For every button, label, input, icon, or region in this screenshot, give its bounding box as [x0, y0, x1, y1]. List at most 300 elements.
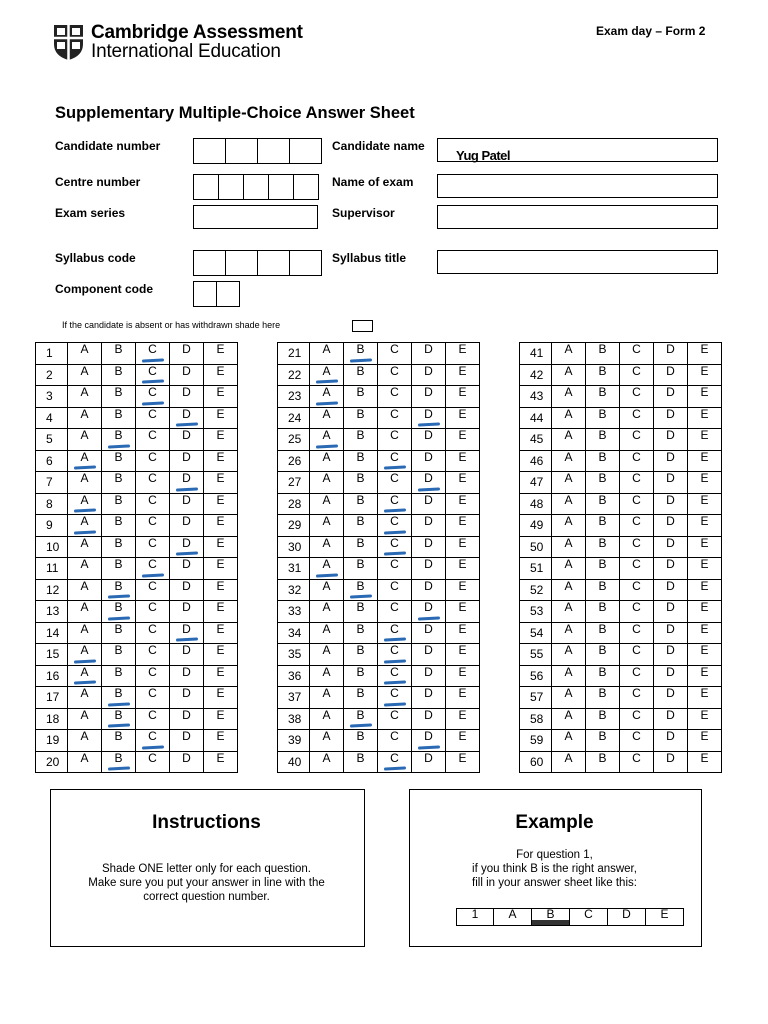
answer-option-c[interactable]: C: [136, 730, 170, 752]
answer-option-e[interactable]: E: [446, 601, 480, 623]
answer-option-b[interactable]: B: [102, 622, 136, 644]
answer-option-e[interactable]: E: [688, 472, 722, 494]
answer-option-d[interactable]: D: [412, 687, 446, 709]
centre-number-boxes[interactable]: [193, 174, 319, 200]
answer-option-a[interactable]: A: [68, 665, 102, 687]
answer-option-a[interactable]: A: [68, 730, 102, 752]
answer-option-e[interactable]: E: [446, 536, 480, 558]
answer-option-a[interactable]: A: [552, 407, 586, 429]
answer-option-b[interactable]: B: [344, 515, 378, 537]
answer-option-d[interactable]: D: [412, 364, 446, 386]
answer-option-b[interactable]: B: [344, 622, 378, 644]
answer-option-c[interactable]: C: [136, 450, 170, 472]
answer-option-a[interactable]: A: [68, 515, 102, 537]
answer-option-b[interactable]: B: [102, 751, 136, 773]
answer-option-c[interactable]: C: [136, 687, 170, 709]
answer-option-e[interactable]: E: [446, 493, 480, 515]
answer-option-d[interactable]: D: [170, 407, 204, 429]
answer-option-a[interactable]: A: [68, 536, 102, 558]
answer-option-b[interactable]: B: [586, 644, 620, 666]
answer-option-b[interactable]: B: [344, 687, 378, 709]
answer-option-b[interactable]: B: [102, 687, 136, 709]
answer-option-b[interactable]: B: [102, 730, 136, 752]
answer-option-e[interactable]: E: [688, 407, 722, 429]
answer-option-a[interactable]: A: [552, 493, 586, 515]
answer-option-e[interactable]: E: [688, 386, 722, 408]
answer-option-b[interactable]: B: [102, 644, 136, 666]
answer-option-e[interactable]: E: [446, 364, 480, 386]
answer-option-a[interactable]: A: [310, 493, 344, 515]
answer-option-d[interactable]: D: [170, 751, 204, 773]
answer-option-e[interactable]: E: [688, 687, 722, 709]
answer-option-b[interactable]: B: [344, 665, 378, 687]
answer-option-d[interactable]: D: [170, 558, 204, 580]
answer-option-c[interactable]: C: [378, 536, 412, 558]
answer-option-e[interactable]: E: [688, 429, 722, 451]
answer-option-a[interactable]: A: [68, 429, 102, 451]
answer-option-e[interactable]: E: [446, 343, 480, 365]
answer-option-c[interactable]: C: [378, 730, 412, 752]
answer-option-a[interactable]: A: [310, 665, 344, 687]
answer-option-c[interactable]: C: [136, 515, 170, 537]
answer-option-e[interactable]: E: [688, 751, 722, 773]
answer-option-c[interactable]: C: [378, 515, 412, 537]
answer-option-a[interactable]: A: [68, 751, 102, 773]
answer-option-b[interactable]: B: [102, 665, 136, 687]
answer-option-c[interactable]: C: [620, 472, 654, 494]
answer-option-e[interactable]: E: [688, 644, 722, 666]
answer-option-e[interactable]: E: [446, 407, 480, 429]
answer-option-c[interactable]: C: [136, 493, 170, 515]
answer-option-b[interactable]: B: [344, 429, 378, 451]
answer-option-c[interactable]: C: [620, 665, 654, 687]
answer-option-d[interactable]: D: [654, 407, 688, 429]
answer-option-a[interactable]: A: [310, 343, 344, 365]
answer-option-c[interactable]: C: [620, 343, 654, 365]
answer-option-a[interactable]: A: [310, 472, 344, 494]
answer-option-d[interactable]: D: [654, 687, 688, 709]
answer-option-e[interactable]: E: [204, 730, 238, 752]
answer-option-c[interactable]: C: [378, 622, 412, 644]
answer-option-a[interactable]: A: [552, 450, 586, 472]
answer-option-e[interactable]: E: [204, 622, 238, 644]
answer-option-d[interactable]: D: [412, 472, 446, 494]
answer-option-b[interactable]: B: [586, 558, 620, 580]
exam-series-field[interactable]: [193, 205, 318, 229]
answer-option-a[interactable]: A: [310, 687, 344, 709]
answer-option-a[interactable]: A: [552, 579, 586, 601]
answer-option-c[interactable]: C: [378, 493, 412, 515]
answer-option-e[interactable]: E: [446, 730, 480, 752]
answer-option-e[interactable]: E: [688, 343, 722, 365]
component-code-boxes[interactable]: [193, 281, 240, 307]
answer-option-d[interactable]: D: [654, 751, 688, 773]
answer-option-d[interactable]: D: [654, 450, 688, 472]
answer-option-d[interactable]: D: [654, 558, 688, 580]
answer-option-b[interactable]: B: [344, 386, 378, 408]
answer-option-e[interactable]: E: [688, 730, 722, 752]
answer-option-a[interactable]: A: [310, 536, 344, 558]
answer-option-d[interactable]: D: [412, 730, 446, 752]
answer-option-e[interactable]: E: [204, 579, 238, 601]
answer-option-d[interactable]: D: [412, 407, 446, 429]
answer-option-e[interactable]: E: [688, 558, 722, 580]
answer-option-e[interactable]: E: [446, 622, 480, 644]
answer-option-a[interactable]: A: [310, 708, 344, 730]
answer-option-b[interactable]: B: [586, 472, 620, 494]
answer-option-a[interactable]: A: [552, 343, 586, 365]
answer-option-d[interactable]: D: [412, 386, 446, 408]
answer-option-d[interactable]: D: [412, 644, 446, 666]
answer-option-c[interactable]: C: [136, 407, 170, 429]
answer-option-c[interactable]: C: [620, 386, 654, 408]
answer-option-e[interactable]: E: [446, 515, 480, 537]
answer-option-b[interactable]: B: [102, 708, 136, 730]
answer-option-c[interactable]: C: [136, 386, 170, 408]
answer-option-c[interactable]: C: [620, 558, 654, 580]
answer-option-b[interactable]: B: [586, 515, 620, 537]
answer-option-a[interactable]: A: [310, 515, 344, 537]
answer-option-b[interactable]: B: [344, 407, 378, 429]
answer-option-c[interactable]: C: [620, 579, 654, 601]
answer-option-a[interactable]: A: [552, 429, 586, 451]
answer-option-e[interactable]: E: [204, 751, 238, 773]
answer-option-e[interactable]: E: [204, 558, 238, 580]
answer-option-d[interactable]: D: [654, 644, 688, 666]
answer-option-a[interactable]: A: [310, 450, 344, 472]
answer-option-c[interactable]: C: [620, 515, 654, 537]
answer-option-e[interactable]: E: [204, 429, 238, 451]
answer-option-e[interactable]: E: [204, 493, 238, 515]
answer-option-c[interactable]: C: [136, 343, 170, 365]
answer-option-d[interactable]: D: [170, 601, 204, 623]
name-of-exam-field[interactable]: [437, 174, 718, 198]
answer-option-b[interactable]: B: [102, 558, 136, 580]
answer-option-a[interactable]: A: [310, 579, 344, 601]
answer-option-b[interactable]: B: [344, 558, 378, 580]
answer-option-e[interactable]: E: [446, 644, 480, 666]
answer-option-c[interactable]: C: [378, 472, 412, 494]
answer-option-d[interactable]: D: [170, 450, 204, 472]
answer-option-b[interactable]: B: [586, 343, 620, 365]
answer-option-c[interactable]: C: [378, 644, 412, 666]
answer-option-c[interactable]: C: [136, 751, 170, 773]
answer-option-b[interactable]: B: [586, 622, 620, 644]
answer-option-b[interactable]: B: [102, 536, 136, 558]
answer-option-d[interactable]: D: [654, 622, 688, 644]
answer-option-d[interactable]: D: [412, 751, 446, 773]
answer-option-a[interactable]: A: [68, 622, 102, 644]
answer-option-d[interactable]: D: [654, 665, 688, 687]
answer-option-d[interactable]: D: [170, 364, 204, 386]
answer-option-c[interactable]: C: [136, 429, 170, 451]
answer-option-c[interactable]: C: [378, 665, 412, 687]
syllabus-code-boxes[interactable]: [193, 250, 322, 276]
answer-option-a[interactable]: A: [68, 407, 102, 429]
answer-option-b[interactable]: B: [344, 730, 378, 752]
answer-option-b[interactable]: B: [586, 536, 620, 558]
answer-option-e[interactable]: E: [204, 472, 238, 494]
answer-option-d[interactable]: D: [412, 450, 446, 472]
answer-option-d[interactable]: D: [412, 429, 446, 451]
answer-option-d[interactable]: D: [412, 343, 446, 365]
answer-option-d[interactable]: D: [654, 730, 688, 752]
answer-option-e[interactable]: E: [204, 687, 238, 709]
answer-option-b[interactable]: B: [586, 429, 620, 451]
answer-option-a[interactable]: A: [310, 429, 344, 451]
answer-option-c[interactable]: C: [620, 708, 654, 730]
answer-option-d[interactable]: D: [170, 730, 204, 752]
answer-option-c[interactable]: C: [378, 386, 412, 408]
answer-option-c[interactable]: C: [136, 708, 170, 730]
answer-option-c[interactable]: C: [136, 364, 170, 386]
answer-option-c[interactable]: C: [620, 601, 654, 623]
answer-option-d[interactable]: D: [654, 601, 688, 623]
answer-option-a[interactable]: A: [552, 472, 586, 494]
answer-option-a[interactable]: A: [68, 493, 102, 515]
answer-option-d[interactable]: D: [412, 708, 446, 730]
answer-option-d[interactable]: D: [170, 472, 204, 494]
answer-option-a[interactable]: A: [552, 386, 586, 408]
answer-option-a[interactable]: A: [68, 472, 102, 494]
answer-option-e[interactable]: E: [688, 622, 722, 644]
answer-option-b[interactable]: B: [586, 450, 620, 472]
answer-option-a[interactable]: A: [310, 601, 344, 623]
answer-option-e[interactable]: E: [204, 407, 238, 429]
answer-option-e[interactable]: E: [204, 386, 238, 408]
answer-option-e[interactable]: E: [688, 515, 722, 537]
answer-option-c[interactable]: C: [136, 536, 170, 558]
answer-option-d[interactable]: D: [170, 708, 204, 730]
answer-option-b[interactable]: B: [102, 407, 136, 429]
answer-option-a[interactable]: A: [68, 644, 102, 666]
answer-option-d[interactable]: D: [654, 429, 688, 451]
answer-option-c[interactable]: C: [136, 622, 170, 644]
answer-option-e[interactable]: E: [688, 364, 722, 386]
answer-option-b[interactable]: B: [344, 472, 378, 494]
answer-option-d[interactable]: D: [412, 558, 446, 580]
answer-option-c[interactable]: C: [620, 364, 654, 386]
answer-option-a[interactable]: A: [310, 751, 344, 773]
answer-option-e[interactable]: E: [204, 708, 238, 730]
answer-option-b[interactable]: B: [102, 601, 136, 623]
answer-option-e[interactable]: E: [446, 386, 480, 408]
answer-option-d[interactable]: D: [654, 386, 688, 408]
answer-option-d[interactable]: D: [654, 493, 688, 515]
answer-option-e[interactable]: E: [204, 601, 238, 623]
answer-option-d[interactable]: D: [170, 644, 204, 666]
answer-option-b[interactable]: B: [102, 364, 136, 386]
answer-option-d[interactable]: D: [412, 665, 446, 687]
answer-option-c[interactable]: C: [620, 536, 654, 558]
answer-option-c[interactable]: C: [136, 601, 170, 623]
answer-option-a[interactable]: A: [552, 644, 586, 666]
answer-option-d[interactable]: D: [412, 536, 446, 558]
answer-option-b[interactable]: B: [586, 493, 620, 515]
answer-option-a[interactable]: A: [552, 730, 586, 752]
answer-option-a[interactable]: A: [68, 601, 102, 623]
answer-option-d[interactable]: D: [412, 515, 446, 537]
answer-option-d[interactable]: D: [654, 472, 688, 494]
answer-option-b[interactable]: B: [586, 751, 620, 773]
answer-option-e[interactable]: E: [446, 429, 480, 451]
answer-option-a[interactable]: A: [552, 687, 586, 709]
answer-option-d[interactable]: D: [170, 386, 204, 408]
answer-option-d[interactable]: D: [412, 579, 446, 601]
answer-option-d[interactable]: D: [412, 493, 446, 515]
answer-option-a[interactable]: A: [310, 407, 344, 429]
answer-option-e[interactable]: E: [204, 665, 238, 687]
answer-option-b[interactable]: B: [344, 536, 378, 558]
answer-option-a[interactable]: A: [68, 579, 102, 601]
answer-option-b[interactable]: B: [102, 472, 136, 494]
answer-option-c[interactable]: C: [620, 687, 654, 709]
answer-option-c[interactable]: C: [378, 364, 412, 386]
answer-option-c[interactable]: C: [378, 343, 412, 365]
answer-option-a[interactable]: A: [310, 730, 344, 752]
answer-option-c[interactable]: C: [136, 665, 170, 687]
answer-option-e[interactable]: E: [688, 536, 722, 558]
answer-option-c[interactable]: C: [378, 450, 412, 472]
answer-option-b[interactable]: B: [586, 579, 620, 601]
answer-option-b[interactable]: B: [344, 343, 378, 365]
candidate-number-boxes[interactable]: [193, 138, 322, 164]
answer-option-b[interactable]: B: [102, 579, 136, 601]
answer-option-a[interactable]: A: [552, 364, 586, 386]
answer-option-a[interactable]: A: [310, 364, 344, 386]
answer-option-d[interactable]: D: [412, 622, 446, 644]
answer-option-c[interactable]: C: [620, 407, 654, 429]
answer-option-a[interactable]: A: [552, 515, 586, 537]
answer-option-c[interactable]: C: [620, 751, 654, 773]
answer-option-d[interactable]: D: [654, 579, 688, 601]
answer-option-a[interactable]: A: [310, 386, 344, 408]
answer-option-d[interactable]: D: [654, 536, 688, 558]
answer-option-c[interactable]: C: [136, 644, 170, 666]
answer-option-e[interactable]: E: [446, 558, 480, 580]
answer-option-c[interactable]: C: [378, 407, 412, 429]
answer-option-c[interactable]: C: [136, 558, 170, 580]
answer-option-b[interactable]: B: [344, 364, 378, 386]
answer-option-d[interactable]: D: [170, 515, 204, 537]
answer-option-e[interactable]: E: [688, 493, 722, 515]
answer-option-c[interactable]: C: [620, 450, 654, 472]
answer-option-d[interactable]: D: [170, 429, 204, 451]
answer-option-a[interactable]: A: [552, 601, 586, 623]
answer-option-c[interactable]: C: [620, 429, 654, 451]
answer-option-d[interactable]: D: [654, 364, 688, 386]
answer-option-b[interactable]: B: [102, 515, 136, 537]
answer-option-d[interactable]: D: [170, 665, 204, 687]
answer-option-e[interactable]: E: [688, 708, 722, 730]
answer-option-e[interactable]: E: [204, 644, 238, 666]
answer-option-b[interactable]: B: [102, 386, 136, 408]
answer-option-e[interactable]: E: [446, 708, 480, 730]
answer-option-c[interactable]: C: [136, 579, 170, 601]
answer-option-c[interactable]: C: [378, 579, 412, 601]
answer-option-d[interactable]: D: [170, 579, 204, 601]
answer-option-b[interactable]: B: [102, 343, 136, 365]
answer-option-a[interactable]: A: [552, 558, 586, 580]
answer-option-e[interactable]: E: [688, 601, 722, 623]
answer-option-c[interactable]: C: [620, 644, 654, 666]
answer-option-d[interactable]: D: [654, 515, 688, 537]
answer-option-d[interactable]: D: [412, 601, 446, 623]
answer-option-a[interactable]: A: [68, 343, 102, 365]
answer-option-a[interactable]: A: [310, 644, 344, 666]
answer-option-c[interactable]: C: [378, 429, 412, 451]
answer-option-d[interactable]: D: [654, 708, 688, 730]
answer-option-b[interactable]: B: [344, 493, 378, 515]
answer-option-a[interactable]: A: [310, 622, 344, 644]
answer-option-b[interactable]: B: [586, 601, 620, 623]
answer-option-c[interactable]: C: [378, 558, 412, 580]
answer-option-a[interactable]: A: [552, 708, 586, 730]
answer-option-c[interactable]: C: [620, 730, 654, 752]
answer-option-e[interactable]: E: [688, 579, 722, 601]
answer-option-e[interactable]: E: [446, 472, 480, 494]
answer-option-d[interactable]: D: [170, 622, 204, 644]
answer-option-d[interactable]: D: [654, 343, 688, 365]
answer-option-e[interactable]: E: [204, 515, 238, 537]
answer-option-e[interactable]: E: [204, 536, 238, 558]
answer-option-b[interactable]: B: [344, 601, 378, 623]
answer-option-b[interactable]: B: [344, 708, 378, 730]
answer-option-e[interactable]: E: [204, 343, 238, 365]
answer-option-b[interactable]: B: [344, 644, 378, 666]
answer-option-b[interactable]: B: [102, 429, 136, 451]
answer-option-c[interactable]: C: [378, 708, 412, 730]
answer-option-c[interactable]: C: [136, 472, 170, 494]
answer-option-a[interactable]: A: [68, 364, 102, 386]
answer-option-a[interactable]: A: [68, 687, 102, 709]
answer-option-a[interactable]: A: [68, 708, 102, 730]
answer-option-b[interactable]: B: [586, 730, 620, 752]
syllabus-title-field[interactable]: [437, 250, 718, 274]
answer-option-c[interactable]: C: [378, 601, 412, 623]
answer-option-a[interactable]: A: [552, 622, 586, 644]
answer-option-e[interactable]: E: [688, 665, 722, 687]
answer-option-a[interactable]: A: [68, 386, 102, 408]
answer-option-a[interactable]: A: [552, 536, 586, 558]
answer-option-b[interactable]: B: [586, 665, 620, 687]
answer-option-e[interactable]: E: [688, 450, 722, 472]
answer-option-e[interactable]: E: [446, 751, 480, 773]
answer-option-e[interactable]: E: [446, 579, 480, 601]
answer-option-a[interactable]: A: [552, 751, 586, 773]
answer-option-b[interactable]: B: [586, 708, 620, 730]
answer-option-b[interactable]: B: [102, 450, 136, 472]
answer-option-c[interactable]: C: [378, 751, 412, 773]
answer-option-e[interactable]: E: [446, 687, 480, 709]
answer-option-b[interactable]: B: [102, 493, 136, 515]
answer-option-b[interactable]: B: [586, 687, 620, 709]
answer-option-d[interactable]: D: [170, 493, 204, 515]
absent-shade-box[interactable]: [352, 320, 373, 332]
answer-option-a[interactable]: A: [68, 558, 102, 580]
answer-option-a[interactable]: A: [552, 665, 586, 687]
answer-option-e[interactable]: E: [446, 665, 480, 687]
answer-option-b[interactable]: B: [586, 386, 620, 408]
answer-option-b[interactable]: B: [344, 450, 378, 472]
answer-option-b[interactable]: B: [344, 751, 378, 773]
answer-option-b[interactable]: B: [586, 407, 620, 429]
answer-option-b[interactable]: B: [344, 579, 378, 601]
answer-option-a[interactable]: A: [68, 450, 102, 472]
answer-option-b[interactable]: B: [586, 364, 620, 386]
answer-option-c[interactable]: C: [378, 687, 412, 709]
answer-option-e[interactable]: E: [204, 364, 238, 386]
